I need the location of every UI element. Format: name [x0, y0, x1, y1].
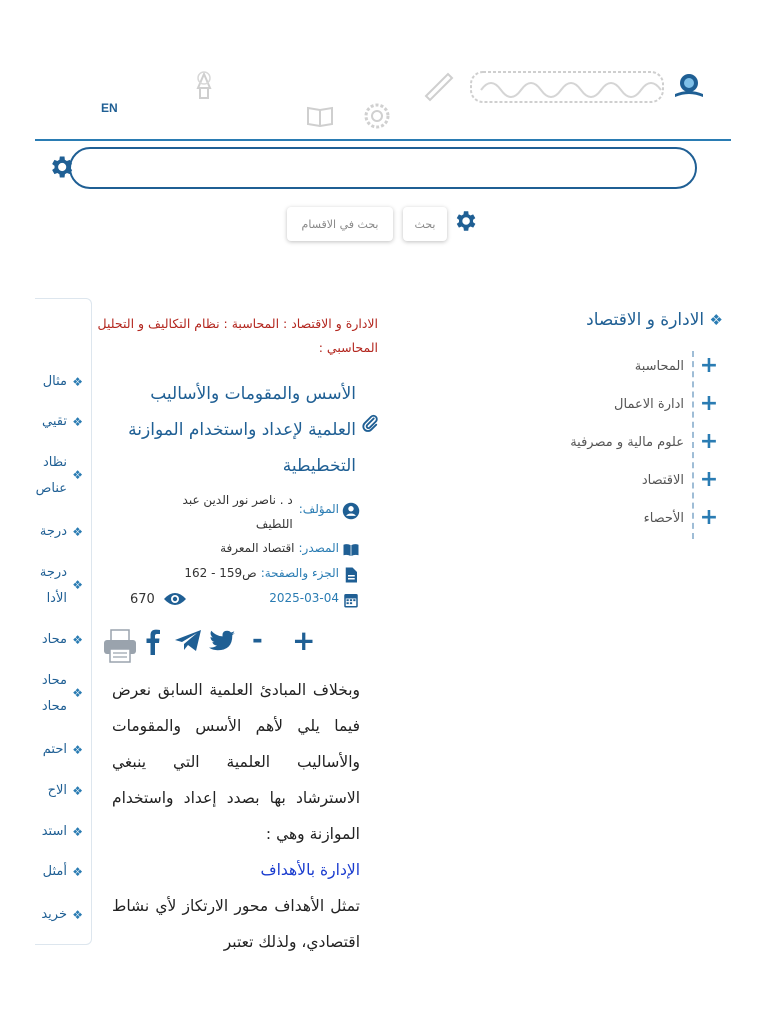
diamond-icon: ❖ [72, 784, 83, 798]
category-item-banking[interactable]: + علوم مالية و مصرفية [570, 429, 719, 454]
diamond-icon: ❖ [72, 375, 83, 389]
diamond-icon: ❖ [72, 633, 83, 647]
plus-icon[interactable]: + [699, 353, 719, 378]
meta-date: 2025-03-04 [100, 591, 360, 609]
diamond-icon: ❖ [72, 415, 83, 429]
sidebar-item[interactable]: ❖ نظاد عناص [35, 455, 83, 496]
user-icon [342, 502, 360, 520]
plus-icon[interactable]: + [699, 467, 719, 492]
meta-pages: الجزء والصفحة: ص159 - 162 [100, 566, 360, 584]
category-item-business-admin[interactable]: + ادارة الاعمال [614, 391, 719, 416]
plus-icon[interactable]: + [699, 505, 719, 530]
category-item-accounting[interactable]: + المحاسبة [634, 353, 719, 378]
language-switch[interactable]: EN [101, 101, 118, 115]
zoom-out-button[interactable]: - [252, 625, 263, 655]
eye-icon [163, 591, 187, 607]
diamond-icon: ❖ [72, 578, 83, 592]
plus-icon[interactable]: + [699, 429, 719, 454]
search-button[interactable]: بحث [403, 207, 447, 241]
diamond-icon: ❖ [72, 743, 83, 757]
zoom-in-button[interactable]: + [292, 624, 316, 657]
category-item-economics[interactable]: + الاقتصاد [641, 467, 719, 492]
telegram-icon[interactable] [174, 630, 202, 652]
gear-icon[interactable] [47, 153, 75, 181]
diamond-icon: ❖ [72, 825, 83, 839]
diamond-icon: ❖ [709, 311, 723, 329]
breadcrumb[interactable]: الادارة و الاقتصاد : المحاسبة : نظام التكاليف و التحليل المحاسبي : [97, 316, 378, 355]
share-toolbar [100, 625, 320, 665]
plus-icon[interactable]: + [699, 391, 719, 416]
paragraph: تمثل الأهداف محور الارتكاز لأي نشاط اقتصادي، ولذلك تعتبر [112, 897, 360, 951]
paragraph: وبخلاف المبادئ العلمية السابق نعرض فيما يلي لأهم الأسس والمقومات والأساليب العلمية التي ينبغي الاسترشاد بها بصدد إعداد واستخدام الموازنة وهي : [112, 681, 360, 843]
category-item-statistics[interactable]: + الأحصاء [643, 505, 719, 530]
clip-icon [360, 412, 380, 434]
emblem-icon [675, 74, 703, 97]
category-title[interactable]: ❖ الادارة و الاقتصاد [586, 310, 723, 330]
search-sections-button[interactable]: بحث في الاقسام [287, 207, 393, 241]
header-divider [35, 139, 731, 141]
category-list [520, 351, 720, 539]
sidebar-item[interactable]: ❖ درجة الأدا [39, 565, 83, 606]
diamond-icon: ❖ [72, 468, 83, 482]
meta-source: المصدر: اقتصاد المعرفة [100, 541, 360, 559]
calendar-icon [342, 591, 360, 609]
twitter-icon[interactable] [208, 630, 236, 652]
site-logo-banner[interactable] [186, 66, 716, 136]
search-input[interactable] [69, 147, 697, 189]
section-heading: الإدارة بالأهداف [260, 861, 360, 879]
book-icon [342, 541, 360, 559]
sidebar-item[interactable]: ❖ محاد محاد [41, 673, 83, 714]
article-body [112, 672, 360, 960]
settings-gear-icon[interactable] [452, 208, 478, 234]
page-title: الأسس والمقومات والأساليب العلمية لإعداد واستخدام الموازنة التخطيطية [128, 384, 356, 476]
diamond-icon: ❖ [72, 686, 83, 700]
meta-author: المؤلف: د . ناصر نور الدين عبد اللطيف [100, 488, 360, 536]
facebook-icon[interactable] [146, 629, 160, 655]
print-icon[interactable] [102, 628, 138, 664]
logo-decorations [186, 66, 716, 136]
file-icon [342, 566, 360, 584]
related-articles-sidebar: ❖ مثال ❖ تقيي ❖ نظاد عناص ❖ درجة ❖ درجة الأدا ❖ محاد ❖ محاد محاد ❖ احتم ❖ الاح ❖ استد ❖ أمثل ❖ خريد [35, 298, 92, 945]
diamond-icon: ❖ [72, 908, 83, 922]
diamond-icon: ❖ [72, 865, 83, 879]
view-count: 670 [130, 591, 187, 607]
diamond-icon: ❖ [72, 525, 83, 539]
